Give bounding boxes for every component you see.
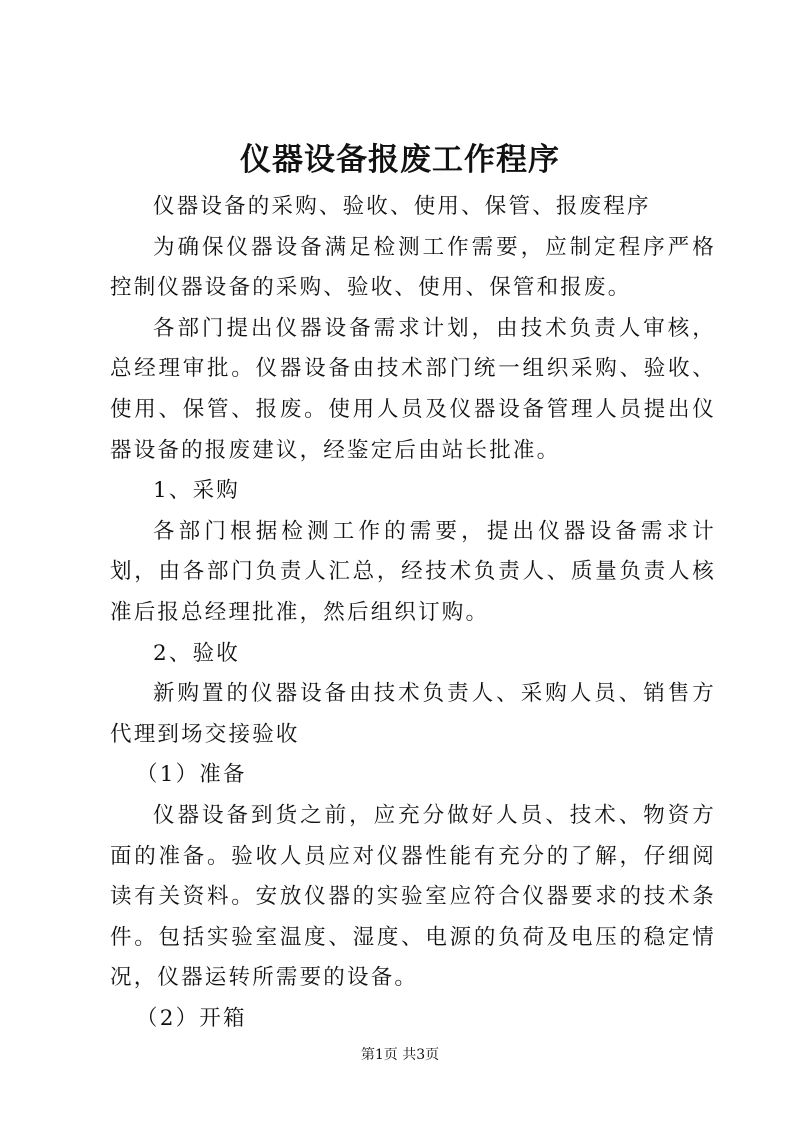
paragraph-intro-heading: 仪器设备的采购、验收、使用、保管、报废程序 bbox=[153, 194, 651, 219]
section-heading-acceptance: 2、验收 bbox=[153, 640, 240, 666]
paragraph-purchase: 各部门根据检测工作的需要，提出仪器设备需求计划，由各部门负责人汇总，经技术负责人、质量负责人核准后报总经理批准，然后组织订购。 bbox=[110, 518, 716, 625]
subsection-heading-preparation: （1）准备 bbox=[136, 762, 247, 788]
section-heading-purchase: 1、采购 bbox=[153, 478, 240, 504]
document-body bbox=[110, 187, 716, 1039]
document-title: 仪器设备报废工作程序 bbox=[240, 142, 560, 178]
paragraph-purpose: 为确保仪器设备满足检测工作需要，应制定程序严格控制仪器设备的采购、验收、使用、保管和报废。 bbox=[110, 234, 716, 301]
subsection-heading-unboxing: （2）开箱 bbox=[136, 1005, 247, 1031]
page-number-footer: 第1页 共3页 bbox=[360, 1047, 440, 1063]
paragraph-responsibility: 各部门提出仪器设备需求计划，由技术负责人审核，总经理审批。仪器设备由技术部门统一组织采购、验收、使用、保管、报废。使用人员及仪器设备管理人员提出仪器设备的报废建议，经鉴定后由站长批准。 bbox=[110, 315, 716, 463]
paragraph-preparation: 仪器设备到货之前，应充分做好人员、技术、物资方面的准备。验收人员应对仪器性能有充分的了解，仔细阅读有关资料。安放仪器的实验室应符合仪器要求的技术条件。包括实验室温度、湿度、电源的负荷及电压的稳定情况，仪器运转所需要的设备。 bbox=[110, 802, 716, 991]
paragraph-acceptance: 新购置的仪器设备由技术负责人、采购人员、销售方代理到场交接验收 bbox=[110, 681, 716, 747]
